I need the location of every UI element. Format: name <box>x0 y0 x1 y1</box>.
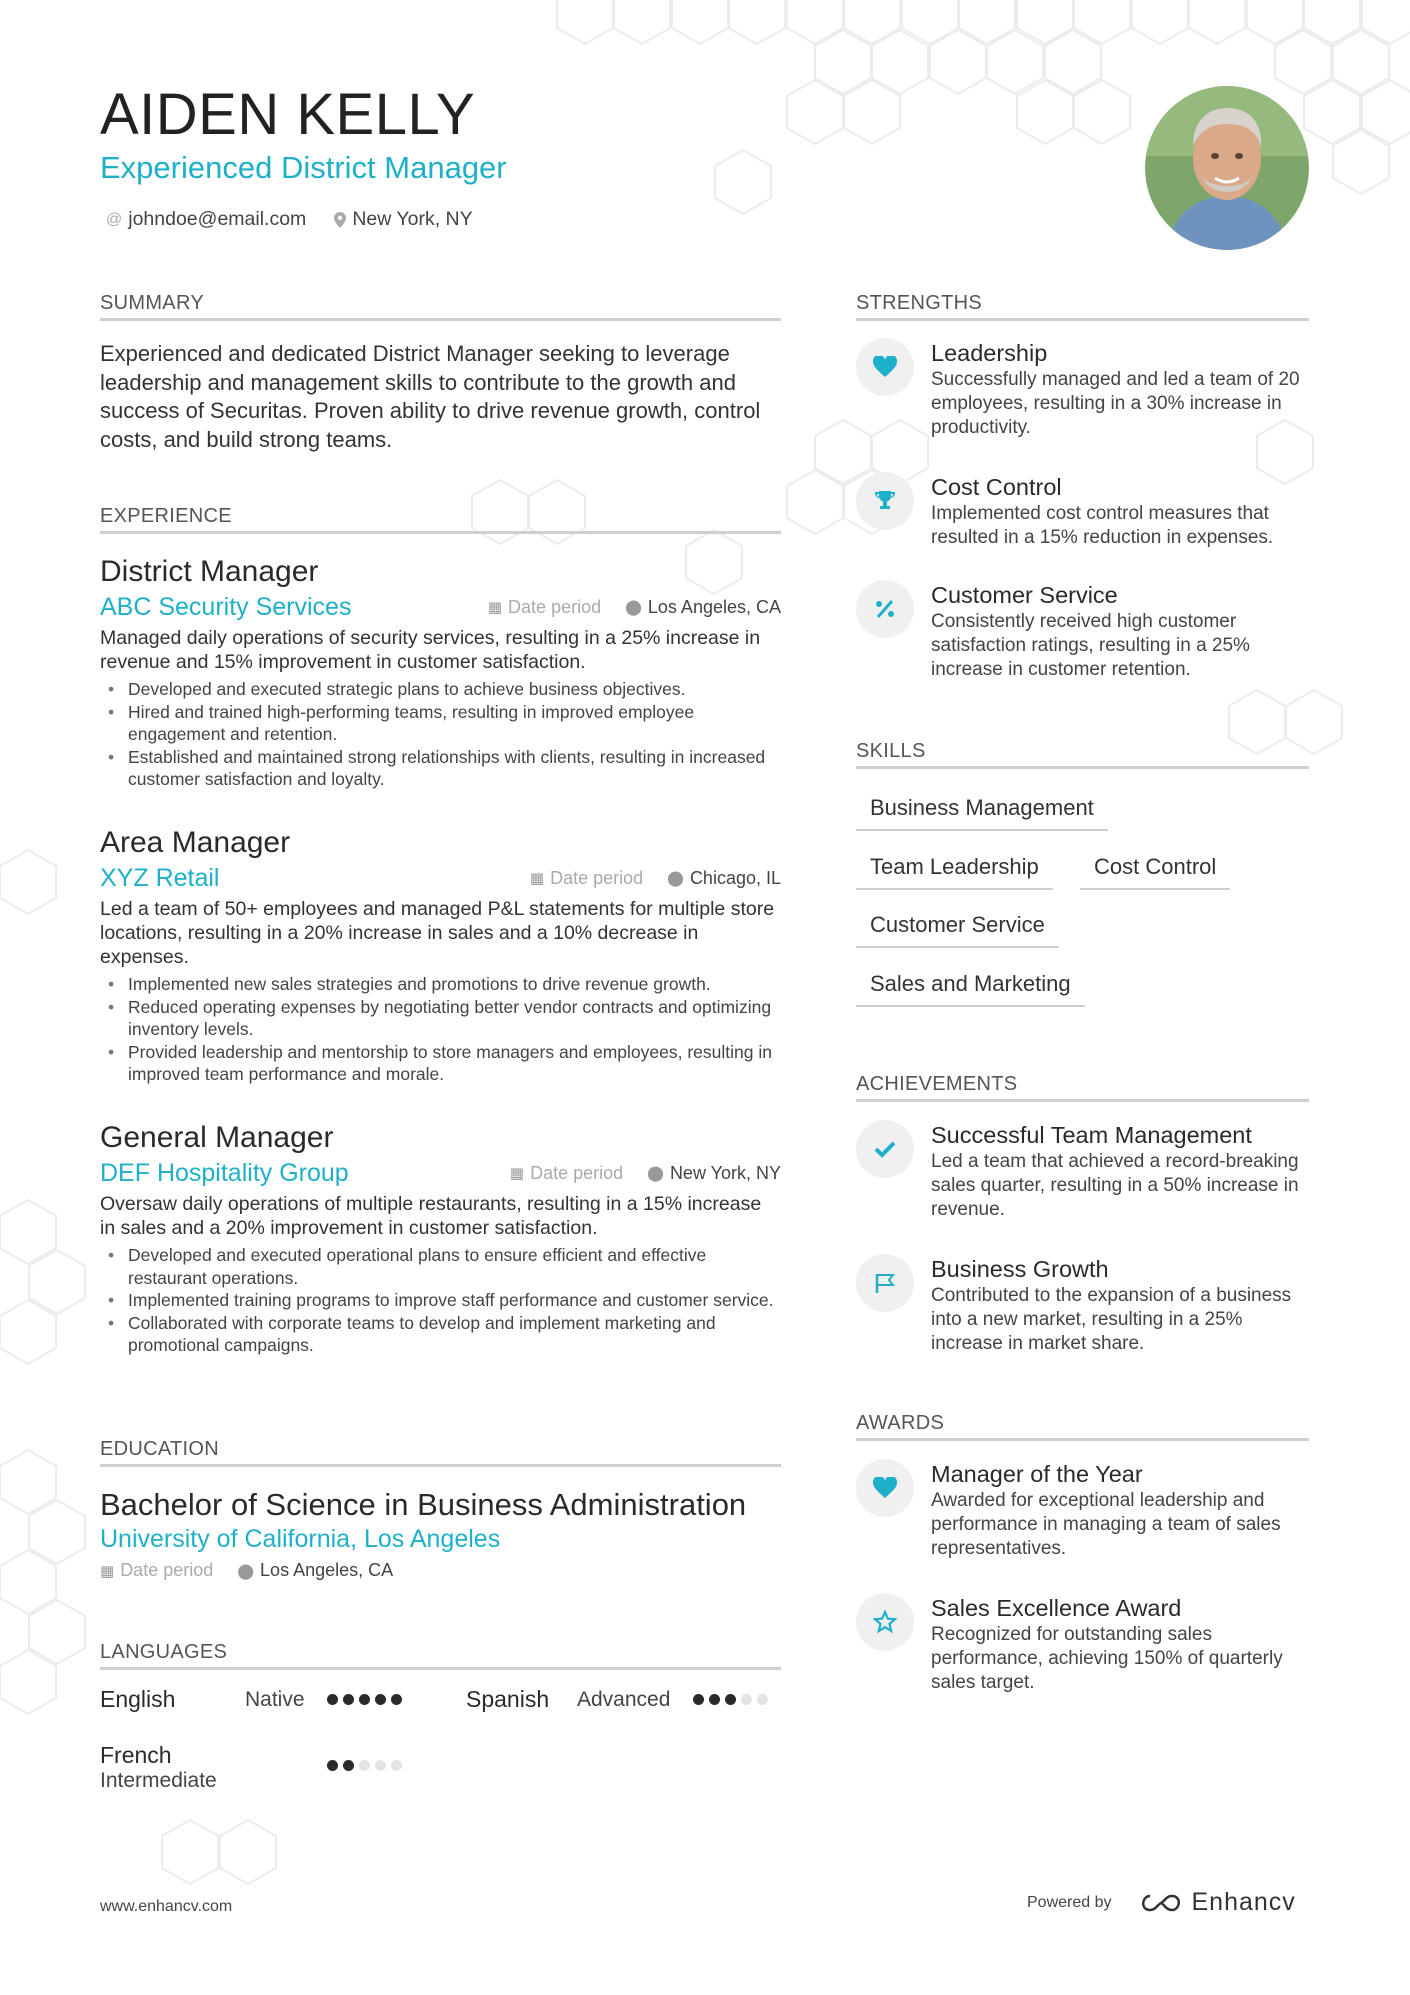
language-item <box>466 1686 768 1713</box>
award-description: Awarded for exceptional leadership and performance in managing a team of sales representatives. <box>931 1490 1281 1559</box>
skill-tag: Sales and Marketing <box>856 971 1085 1007</box>
awards-heading: AWARDS <box>856 1412 1309 1441</box>
dot-filled <box>343 1694 354 1705</box>
location-pin-icon: ⬤ <box>625 599 642 616</box>
trophy-icon <box>873 489 897 513</box>
date-period: Date period <box>508 596 602 617</box>
dot-empty <box>375 1760 386 1771</box>
language-item <box>100 1742 402 1793</box>
skill-tag: Business Management <box>856 795 1108 831</box>
email-text: johndoe@email.com <box>128 208 307 230</box>
profile-photo <box>1145 86 1309 250</box>
candidate-title: Experienced District Manager <box>100 150 507 185</box>
languages-heading: LANGUAGES <box>100 1641 781 1670</box>
candidate-name: AIDEN KELLY <box>100 82 476 147</box>
date-period: Date period <box>120 1560 214 1580</box>
company-name: DEF Hospitality Group <box>100 1159 349 1187</box>
language-name: English <box>100 1686 176 1712</box>
star-icon <box>873 1610 897 1634</box>
dot-filled <box>375 1694 386 1705</box>
skill-tag: Customer Service <box>856 912 1059 948</box>
school-name: University of California, Los Angeles <box>100 1525 501 1553</box>
degree: Bachelor of Science in Business Administration <box>100 1487 747 1522</box>
flag-icon <box>874 1272 896 1294</box>
experience-entry <box>100 554 781 791</box>
language-level: Intermediate <box>100 1769 217 1792</box>
calendar-icon: ▦ <box>509 1165 525 1182</box>
award-description: Recognized for outstanding sales performance, achieving 150% of quarterly sales target. <box>931 1624 1283 1693</box>
contact-info <box>106 208 473 231</box>
date-period: Date period <box>550 867 644 888</box>
language-item <box>100 1686 402 1713</box>
bullet-item: • Collaborated with corporate teams to develop and implement marketing and promotional campaigns. <box>100 1312 781 1357</box>
job-bullets <box>100 678 781 791</box>
job-title: Area Manager <box>100 826 291 859</box>
dot-empty <box>741 1694 752 1705</box>
dot-empty <box>391 1760 402 1771</box>
proficiency-dots <box>327 1760 402 1771</box>
education-location: Los Angeles, CA <box>260 1560 394 1580</box>
percent-icon <box>874 598 896 620</box>
achievement-title: Business Growth <box>931 1256 1109 1282</box>
achievement-description: Contributed to the expansion of a business into a new market, resulting in a 25% increase in market share. <box>931 1285 1292 1354</box>
job-description: Oversaw daily operations of multiple restaurants, resulting in a 15% increase in sales and a 20% improvement in customer satisfaction. <box>100 1193 762 1239</box>
proficiency-dots <box>327 1694 402 1705</box>
strengths-heading: STRENGTHS <box>856 292 1309 321</box>
calendar-icon: ▦ <box>100 1562 115 1580</box>
dot-filled <box>391 1694 402 1705</box>
company-name: XYZ Retail <box>100 864 220 892</box>
enhancv-brand-name: Enhancv <box>1191 1888 1296 1916</box>
award-title: Manager of the Year <box>931 1461 1143 1487</box>
proficiency-dots <box>693 1694 768 1705</box>
calendar-icon: ▦ <box>487 599 503 616</box>
dot-filled <box>709 1694 720 1705</box>
dot-filled <box>327 1694 338 1705</box>
dot-filled <box>693 1694 704 1705</box>
location-pin-icon: ⬤ <box>237 1562 255 1580</box>
job-bullets <box>100 1244 781 1357</box>
bullet-item: • Hired and trained high-performing teams, resulting in improved employee engagement and retention. <box>100 701 781 746</box>
checkmark-icon <box>874 1140 896 1158</box>
enhancv-logo[interactable] <box>1138 1888 1296 1917</box>
location-pin-icon: ⬤ <box>647 1165 664 1182</box>
skill-tag: Team Leadership <box>856 854 1053 890</box>
person-portrait-icon <box>1145 86 1309 250</box>
location-text: New York, NY <box>352 208 473 230</box>
dot-filled <box>343 1760 354 1771</box>
award-title: Sales Excellence Award <box>931 1595 1182 1621</box>
skills-heading: SKILLS <box>856 740 1309 769</box>
job-description: Managed daily operations of security services, resulting in a 25% increase in revenue and 15% improvement in customer satisfaction. <box>100 627 761 673</box>
dot-filled <box>327 1760 338 1771</box>
achievement-title: Successful Team Management <box>931 1122 1252 1148</box>
strength-description: Implemented cost control measures that resulted in a 15% reduction in expenses. <box>931 503 1274 548</box>
strength-description: Consistently received high customer satisfaction ratings, resulting in a 25% increase in customer retention. <box>931 611 1250 680</box>
strength-title: Leadership <box>931 340 1048 366</box>
language-level: Advanced <box>577 1687 671 1711</box>
dot-filled <box>725 1694 736 1705</box>
website-link[interactable]: www.enhancv.com <box>100 1898 233 1915</box>
summary-text: Experienced and dedicated District Manager seeking to leverage leadership and management skills to contribute to the growth and success of Securitas. Proven ability to drive revenue growth, control costs, and build strong teams. <box>100 341 761 452</box>
strength-description: Successfully managed and led a team of 20 employees, resulting in a 30% increase in productivity. <box>931 369 1300 438</box>
bullet-item: • Developed and executed strategic plans to achieve business objectives. <box>100 678 781 701</box>
location-pin-icon <box>334 212 346 228</box>
at-icon: @ <box>106 210 123 228</box>
job-title: General Manager <box>100 1121 334 1154</box>
heart-icon <box>873 356 897 378</box>
experience-entry <box>100 1120 781 1357</box>
date-period: Date period <box>530 1162 624 1183</box>
strength-title: Cost Control <box>931 474 1062 500</box>
language-name: Spanish <box>466 1686 550 1712</box>
job-title: District Manager <box>100 555 319 588</box>
experience-heading: EXPERIENCE <box>100 505 781 534</box>
dot-empty <box>757 1694 768 1705</box>
company-name: ABC Security Services <box>100 593 352 621</box>
bullet-item: • Established and maintained strong relationships with clients, resulting in increased customer satisfaction and loyalty. <box>100 746 781 791</box>
job-bullets <box>100 973 781 1086</box>
email-contact[interactable] <box>106 208 306 231</box>
location-pin-icon: ⬤ <box>667 870 684 887</box>
bullet-item: • Reduced operating expenses by negotiating better vendor contracts and optimizing inventory levels. <box>100 996 781 1041</box>
language-level: Native <box>245 1687 305 1711</box>
strength-title: Customer Service <box>931 582 1118 608</box>
bullet-item: • Developed and executed operational plans to ensure efficient and effective restaurant operations. <box>100 1244 781 1289</box>
bullet-item: • Implemented training programs to improve staff performance and customer service. <box>100 1289 781 1312</box>
calendar-icon: ▦ <box>529 870 545 887</box>
job-description: Led a team of 50+ employees and managed P&L statements for multiple store locations, resulting in a 20% increase in sales and a 10% decrease in expenses. <box>100 898 775 968</box>
achievement-description: Led a team that achieved a record-breaking sales quarter, resulting in a 50% increase in revenue. <box>931 1151 1299 1220</box>
location-contact <box>334 208 472 231</box>
powered-by-label: Powered by <box>1027 1893 1112 1911</box>
language-name: French <box>100 1742 172 1768</box>
achievements-heading: ACHIEVEMENTS <box>856 1073 1309 1102</box>
enhancv-logo-icon <box>1138 1892 1184 1914</box>
job-location: New York, NY <box>669 1162 781 1183</box>
dot-filled <box>359 1694 370 1705</box>
dot-empty <box>359 1760 370 1771</box>
bullet-item: • Provided leadership and mentorship to store managers and employees, resulting in improved team performance and morale. <box>100 1041 781 1086</box>
bullet-item: • Implemented new sales strategies and promotions to drive revenue growth. <box>100 973 781 996</box>
heart-icon <box>873 1477 897 1499</box>
skill-tag: Cost Control <box>1080 854 1230 890</box>
job-location: Los Angeles, CA <box>647 596 781 617</box>
experience-entry <box>100 825 781 1086</box>
education-entry <box>100 1486 781 1581</box>
job-location: Chicago, IL <box>689 867 781 888</box>
powered-by <box>1027 1888 1296 1917</box>
education-heading: EDUCATION <box>100 1438 781 1467</box>
summary-heading: SUMMARY <box>100 292 781 321</box>
